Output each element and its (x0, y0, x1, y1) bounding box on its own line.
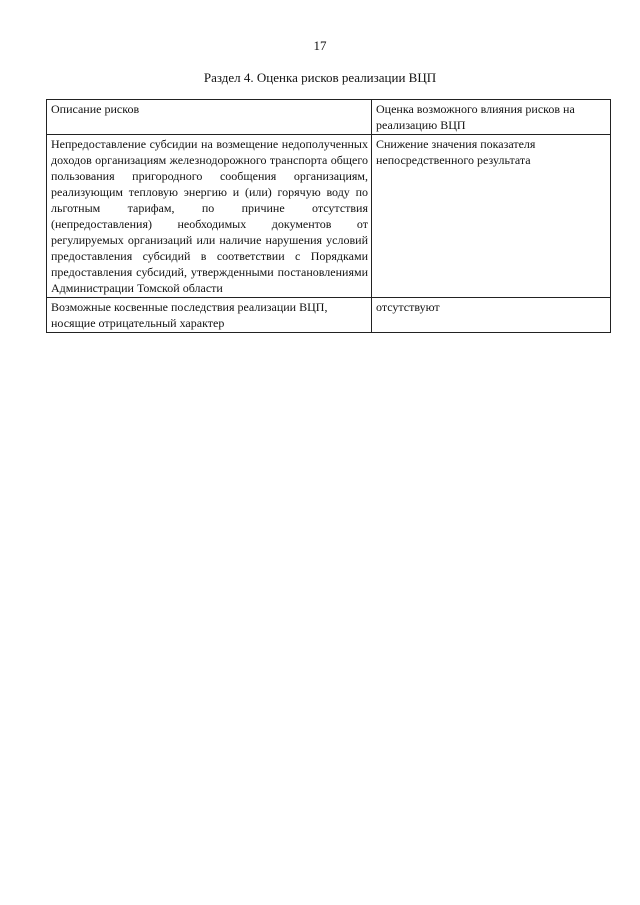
risk-description-cell: Возможные косвенные последствия реализации ВЦП, носящие отрицательный характер (47, 298, 372, 333)
risk-impact-cell: отсутствуют (372, 298, 611, 333)
section-title: Раздел 4. Оценка рисков реализации ВЦП (203, 70, 437, 85)
risk-impact-cell: Снижение значения показателя непосредственного результата (372, 135, 611, 298)
table-header-row (47, 100, 611, 135)
header-risk-description: Описание рисков (47, 100, 372, 135)
table-row (47, 298, 611, 333)
header-risk-impact: Оценка возможного влияния рисков на реализацию ВЦП (372, 100, 611, 135)
risk-table (46, 99, 611, 333)
table-row (47, 135, 611, 298)
risk-description-cell: Непредоставление субсидии на возмещение недополученных доходов организациям железнодорожного транспорта общего пользования пригородного сообщения организациям, реализующим тепловую энергию и (или) горячую воду по льготным тарифам, по причине отсутствия (непредоставления) необходимых документов от регулируемых организаций или наличие нарушения условий предоставления субсидий в соответствии с Порядками предоставления субсидий, утвержденными постановлениями Администрации Томской области (47, 135, 372, 298)
page-number: 17 (313, 38, 327, 53)
